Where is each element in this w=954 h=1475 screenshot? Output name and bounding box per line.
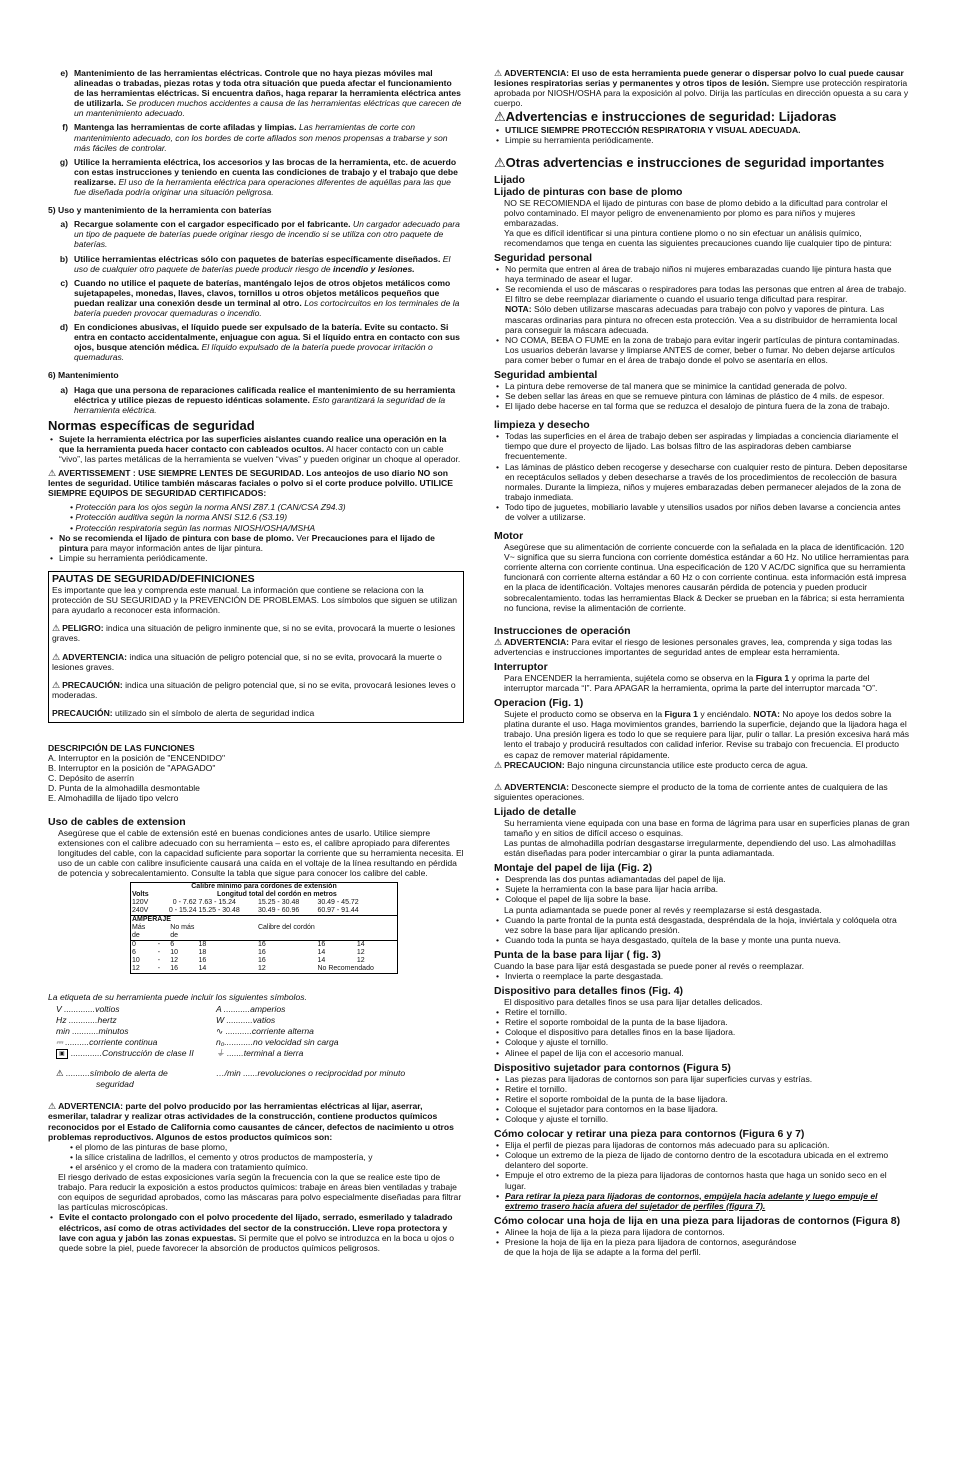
prot-2: • Protección auditiva según la norma ANSI S12.6 (S3.19) <box>70 512 288 523</box>
contour-piece-title: Cómo colocar y retirar una pieza para contornos (Figura 6 y 7) <box>494 1128 805 1141</box>
item-italic: Un cargador adecuado para un tipo de paquete de baterías puede originar riesgo de incendio si se utiliza con otro paquete de baterías. <box>74 219 460 250</box>
list-item: • Las láminas de plástico deben recogerse y desecharse con cualquier resto de pintura. Deben depositarse en receptáculos sellados y deben desecharse a través de los procedimientos de recolección de basura normales. Durante la limpieza, niños y mujeres embarazadas deben permanecer alejados de la zona de trabajo inmediata. <box>494 462 910 502</box>
item-bold: Utilice la herramienta eléctrica, los accesorios y las brocas de la herramienta, etc. de acuerdo con estas instrucciones y teniendo en cuenta las condiciones de trabajo y el trabajo que debe realizarse. <box>74 156 458 187</box>
item-label: e) <box>60 68 68 78</box>
title-text: Advertencias e instrucciones de seguridad: Lijadoras <box>505 109 837 125</box>
list-item: • Todo tipo de juguetes, mobiliario lavable y utensilios usados por niños deben lavarse a conciencia antes de volver a utilizarse. <box>494 502 910 522</box>
symbol-class2 <box>56 1048 216 1059</box>
bold-text: ADVERTENCIA: El uso de esta herramienta puede generar o dispersar polvo lo cual puede causar lesiones respiratorias serias y permanentes y otros tipos de lesión. <box>494 68 904 89</box>
lead-p1: NO SE RECOMIENDA el lijado de pinturas con base de plomo debido a la dificultad para controlar el polvo contaminado. El mayor peligro de envenenamiento por plomo es para niños y mujeres embarazadas. <box>504 197 888 228</box>
item-5b <box>48 254 464 274</box>
cell: 12 <box>132 965 140 972</box>
dc-line-icon: ⎓ <box>56 1037 66 1048</box>
cell: 30.49 - 45.72 <box>317 899 359 906</box>
item-g <box>48 157 464 197</box>
item-e <box>48 68 464 118</box>
sheet-cont: de que la hoja de lija se adapte a la forma del perfil. <box>504 1246 701 1257</box>
box-intro: Es importante que lea y comprenda este manual. La información que contiene se relaciona con la protección de SU SEGURIDAD y la PREVENCIÓN DE PROBLEMAS. Los símbolos que siguen se utilizan para ayudarlo a reconocer esta información. <box>52 585 458 616</box>
table-row <box>131 941 398 950</box>
bold-text: AVERTISSEMENT : USE SIEMPRE LENTES DE SEGURIDAD. Los anteojos de uso diario NO son lentes de seguridad. Utilice también máscaras faciales o polvo si el corte produce polvillo. UTILICE SIEMPRE EQUIPOS DE SEGURIDAD CERTIFICADOS: <box>48 468 453 499</box>
table-row <box>131 899 398 907</box>
item-5c <box>48 278 464 318</box>
def-precaucion <box>52 680 460 700</box>
item-bold: Haga que una persona de reparaciones calificada realice el mantenimiento de su herramienta eléctrica y utilice piezas de repuesto idénticas solamente. <box>74 384 456 405</box>
dust-risk: El riesgo derivado de estas exposiciones varía según la frecuencia con la que se realice este tipo de trabajo. Para reducir la exposición a estos productos químicos: trabaje en áreas bien ventiladas y trabaje con equipos de seguridad aprobados, como las máscaras para polvo especialmente diseñadas para filtrar las partículas microscópicas. <box>58 1172 462 1213</box>
desc-item: E. Almohadilla de lijado tipo velcro <box>48 793 179 804</box>
lijado-title: Lijado <box>494 173 525 186</box>
mount-title: Montaje del papel de lija (Fig. 2) <box>494 862 653 875</box>
cell: Calibre del cordón <box>257 924 315 931</box>
text: el arsénico y el cromo de la madera con tratamiento químico. <box>75 1161 309 1172</box>
motor-title: Motor <box>494 530 524 543</box>
list-item <box>48 533 464 553</box>
sheet-list <box>494 1227 910 1247</box>
dust-avoid-list <box>48 1212 464 1252</box>
bold-text: NOTA: <box>505 304 532 315</box>
volts-label: Volts <box>132 891 149 898</box>
list-item: • Empuje el otro extremo de la pieza para lijadoras de contornos hasta que haga un sonido seco en el lugar. <box>494 1170 910 1190</box>
cell: de <box>170 932 179 939</box>
cell: 12 <box>257 965 266 972</box>
symbol-alert <box>56 1068 216 1078</box>
fine-detail-list <box>494 1007 910 1057</box>
list-item: • Coloque el sujetador para contornos en la base lijadora. <box>494 1104 910 1114</box>
desc-item: A. Interruptor en la posición de "ENCENDIDO" <box>48 753 226 764</box>
text: Desconecte siempre el producto de la toma de corriente antes de cualquiera de las siguientes operaciones. <box>494 781 888 802</box>
text: y oprima la parte del interruptor marcada “I”. Para APAGAR la herramienta, oprima la parte del interruptor marcada “O”. <box>504 672 878 694</box>
list-item: • Retire el soporte romboidal de la punta de la base lijadora. <box>494 1094 910 1104</box>
operacion-text <box>494 709 910 759</box>
symbol-no-load: n₀............no velocidad sin carga <box>216 1037 339 1048</box>
bold-text: PELIGRO: <box>62 623 104 634</box>
warning-triangle-icon: ⚠ <box>52 679 61 690</box>
desc-item: B. Interruptor en la posición de "APAGADO" <box>48 763 216 774</box>
sanders-title <box>494 110 910 124</box>
bold-text: NOTA: <box>753 709 780 720</box>
other-warnings-title <box>494 156 910 170</box>
list-item <box>48 1212 464 1252</box>
cell: 0 - 7.62 <box>172 899 197 906</box>
text: Sujete el producto como se observa en la <box>504 709 663 720</box>
warning-triangle-icon: ⚠ <box>52 623 61 634</box>
switch-text <box>494 673 910 693</box>
list-item: • Elija el perfil de piezas para lijadoras de contornos más adecuado para su aplicación. <box>494 1140 910 1150</box>
text: el plomo de las pinturas de base plomo, <box>75 1141 228 1152</box>
motor-text: Asegúrese que su alimentación de corriente concuerde con la señalada en la placa de identificación. 120 V~ significa que su sierra funciona con corriente doméstica estándar a 60 Hz. No utilice herramientas para corriente alterna con corriente continua. Una especificación de 120 V AC/DC significa que su herramienta funcionará con corriente alterna estándar a 60 Hz o con corriente continua. esta información está impresa en la placa de identificación. Voltajes menores causarán pérdida de potencia y pueden producir sobrecalentamiento. todas las herramientas Black & Decker se prueban en la fábrica; si esta herramienta no funciona, revise la alimentación de corriente. <box>504 542 909 613</box>
def-advertencia <box>52 652 460 672</box>
warning-triangle-icon: ⚠ <box>52 651 61 662</box>
symbol-text: .......terminal a tierra <box>226 1048 304 1059</box>
fine-detail-title: Dispositivo para detalles finos (Fig. 4) <box>494 985 684 998</box>
item-bold: Mantenimiento de las herramientas eléctricas. Controle que no haya piezas móviles mal alineadas o trabadas, piezas rotas y toda otra situación que pueda afectar el funcionamiento de las herramientas eléctricas. Si encuentra daños, haga reparar la herramienta eléctrica antes de utilizarla. <box>74 68 461 109</box>
list-item: • Presione la hoja de lija en la pieza para lijadora de contornos, asegurándose <box>494 1237 910 1247</box>
lead-paint-title: Lijado de pinturas con base de plomo <box>494 185 683 198</box>
section-5-title: 5) Uso y mantenimiento de la herramienta con baterías <box>48 205 272 216</box>
text: Para ENCENDER la herramienta, sujétela como se observa en la <box>504 672 754 683</box>
bold-text: PRECAUCION: <box>504 759 565 770</box>
item-bold-italic: incendio y lesiones. <box>332 263 415 274</box>
text: Si permite que el polvo se introduzca en la boca u ojos o quede sobre la piel, puede favorecer la absorción de productos químicos peligrosos. <box>59 1232 455 1253</box>
table-row <box>131 949 398 957</box>
text: Ver <box>296 532 310 543</box>
text: Sólo deben utilizarse mascaras adecuadas para trabajo con polvo y vapores de pintura. Las mascaras ordinarias para pintura no ofrecen esta protección. Vea a su distribuidor de herramienta local para conseguir la máscara adecuada. <box>505 304 898 335</box>
cell: 16 <box>257 941 266 948</box>
cell: 14 <box>356 941 365 948</box>
text: indica una situación de peligro inminente que, si no se evita, provocará la muerte o lesiones graves. <box>52 623 456 644</box>
safety-definitions-box <box>48 571 464 723</box>
mount-note: La punta adiamantada se puede poner al revés y reemplazarse si está desgastada. <box>504 904 822 915</box>
section-6-title: 6) Mantenimiento <box>48 370 119 381</box>
cell: 30.49 - 60.96 <box>257 907 300 914</box>
list-item: • NO COMA, BEBA O FUME en la zona de trabajo para evitar ingerir partículas de pintura contaminadas. Los usuarios deberán lavarse y limpiarse ANTES de comer, beber o fumar. No deben dejarse artículos para comer beber o fumar en el área de trabajo donde el polvo se asentaría en ellos. <box>494 335 910 365</box>
text: para mayor información antes de lijar pintura. <box>90 542 263 553</box>
item-label: g) <box>59 156 68 167</box>
item-5a <box>48 219 464 249</box>
symbol-alert-cont: seguridad <box>96 1079 134 1090</box>
bold-text: No se recomienda el lijado de pintura con base de plomo. <box>59 532 294 543</box>
warning-triangle-icon: ⚠ <box>494 781 503 792</box>
cell: 240V <box>132 907 149 914</box>
item-label: d) <box>59 322 68 333</box>
cell: 18 <box>198 949 207 956</box>
class-ii-icon: ▣ <box>56 1049 68 1059</box>
list-item: • Todas las superficies en el área de trabajo deben ser aspiradas y limpiadas a conciencia diariamente el tiempo que dure el proyecto de lijado. Las bolsas filtro de las aspiradoras deben cambiarse frecuentemente. <box>494 431 910 461</box>
item-italic: El uso de cualquier otro paquete de baterías puede producir riesgo de <box>74 253 451 274</box>
length-label: Longitud total del cordón en metros <box>216 891 337 898</box>
desc-item: D. Punta de la almohadilla desmontable <box>48 783 200 794</box>
cell: - <box>157 949 161 956</box>
cell: 18 <box>198 941 207 948</box>
list-item: • Cuando toda la punta se haya desgastado, quítela de la base y monte una punta nueva. <box>494 935 910 945</box>
def-precaucion-nosym <box>52 708 460 718</box>
cell: 16 <box>257 957 266 964</box>
operation-warning <box>494 637 910 657</box>
item-italic: El líquido expulsado de la batería puede provocar irritación o quemaduras. <box>74 342 433 363</box>
mount-list <box>494 874 910 904</box>
cable-gauge-table <box>130 882 398 974</box>
cell: - <box>157 941 161 948</box>
cell: 12 <box>356 957 365 964</box>
switch-title: Interruptor <box>494 660 548 673</box>
list-item: • El lijado debe hacerse en tal forma que se reduzca el desalojo de pintura fuera de la zona de trabajo. <box>494 401 910 411</box>
cell: 120V <box>132 899 149 906</box>
item-label: a) <box>60 384 68 395</box>
cell: 6 <box>170 941 175 948</box>
item-italic: Los cortocircuitos en los terminales de la batería pueden provocar quemaduras o incendio. <box>74 297 460 318</box>
warning-triangle-icon: ⚠ <box>48 1101 57 1112</box>
cell: Más <box>132 924 146 931</box>
item-label: b) <box>59 253 68 264</box>
cell: 16 <box>317 941 326 948</box>
cell: 7.63 - 15.24 <box>198 899 236 906</box>
cell: 15.25 - 30.48 <box>257 899 300 906</box>
normas-title: Normas específicas de seguridad <box>48 417 255 433</box>
table-head: Calibre mínimo para cordones de extensión <box>191 883 337 890</box>
symbol-minutes: min ...........minutos <box>56 1026 129 1037</box>
item-f <box>48 122 464 152</box>
symbol-hertz: Hz ............hertz <box>56 1015 117 1026</box>
list-item: • Coloque el dispositivo para detalles finos en la base lijadora. <box>494 1027 910 1037</box>
desc-title: DESCRIPCIÓN DE LAS FUNCIONES <box>48 742 195 753</box>
list-item: • Limpie su herramienta periódicamente. <box>494 135 910 145</box>
box-title: PAUTAS DE SEGURIDAD/DEFINICIONES <box>52 572 255 585</box>
dust-respiratory-warning <box>494 68 910 108</box>
symbol-volts: V .............voltios <box>56 1004 120 1015</box>
symbol-rpm: …/min ......revoluciones o reciprocidad por minuto <box>216 1068 406 1079</box>
list-item: • Coloque el papel de lija sobre la base. <box>494 894 910 904</box>
bold-text: Figura 1 <box>755 672 790 683</box>
warning-triangle-icon: ⚠ <box>48 468 57 479</box>
list-item: • Alinee el papel de lija con el accesorio manual. <box>494 1048 910 1058</box>
personal-safety-list <box>494 264 910 365</box>
item-italic: Las herramientas de corte con mantenimiento adecuado, con los bordes de corte afilados son menos propensas a trabarse y son más fáciles de controlar. <box>74 122 448 153</box>
amp-label: AMPERAJE <box>132 916 171 923</box>
warning-triangle-icon: ⚠ <box>494 636 503 647</box>
symbol-text: .............Construcción de clase II <box>71 1048 194 1059</box>
list-item: • UTILICE SIEMPRE PROTECCIÓN RESPIRATORIA Y VISUAL ADECUADA. <box>494 125 910 135</box>
ac-wave-icon: ∿ <box>216 1026 226 1037</box>
list-item: • la sílice cristalina de ladrillos, el cemento y otros productos de mampostería, y <box>70 1151 373 1162</box>
list-item: • Para retirar la pieza para lijadoras de contornos, empújela hacia adelante y luego empuje el extremo trasero hacia afuera del sujetador de perfiles (figura 7). <box>494 1191 910 1211</box>
bold-text: Figura 1 <box>664 709 698 720</box>
cell: - <box>157 965 161 972</box>
cell: No Recomendado <box>317 965 374 972</box>
ground-terminal-icon: ⏚ <box>216 1048 227 1059</box>
tip-title: Punta de la base para lijar ( fig. 3) <box>494 948 661 961</box>
bold-text: PRECAUCIÓN: <box>62 679 123 690</box>
list-item: • el arsénico y el cromo de la madera con tratamiento químico. <box>70 1161 309 1172</box>
symbol-watts: W ...........vatios <box>216 1015 276 1026</box>
bold-text: ADVERTENCIA: parte del polvo producido por las herramientas eléctricas al lijar, aserrar, esmerilar, taladrar y realizar otras actividades de la construcción, contiene productos químicos reconocidos por el Estado de California como causantes de cáncer, defectos de nacimiento u otros problemas reproductivos. Algunos de estos productos químicos son: <box>48 1101 454 1142</box>
table-row <box>131 907 398 916</box>
list-item: • La pintura debe removerse de tal manera que se minimice la cantidad generada de polvo. <box>494 381 910 391</box>
cell: 0 <box>132 941 136 948</box>
detail-p2: Las puntas de almohadilla podrían desgastarse irregularmente, dependiendo del uso. Las almohadillas están diseñadas para poder intercambiar o girar la punta adiamantada. <box>504 838 896 859</box>
cell: 6 <box>132 949 136 956</box>
normas-list <box>48 434 464 464</box>
cell: 16 <box>170 965 179 972</box>
list-item: • Coloque un extremo de la pieza de lijado de contorno dentro de la escotadura ubicada en el extremo delantero del soporte. <box>494 1150 910 1170</box>
list-item: • Las piezas para lijadoras de contornos son para lijar superficies curvas y estrías. <box>494 1074 910 1084</box>
text: Al hacer contacto con un cable “vivo”, las partes metálicas de la herramienta se vuelven “vivas” y pueden originar un choque al operador. <box>59 443 461 464</box>
list-item: • Retire el tornillo. <box>494 1084 910 1094</box>
list-item <box>48 434 464 464</box>
cell: 16 <box>257 949 266 956</box>
sanders-list <box>494 125 910 145</box>
detail-p1: Su herramienta viene equipada con una base en forma de lágrima para usar en superficies planas de gran tamaño y en sitios de difícil acceso o esquinas. <box>504 817 910 838</box>
text: indica una situación de peligro potencial que, si no se evita, provocará lesiones leves o moderadas. <box>52 679 456 700</box>
warning-triangle-icon: ⚠ <box>56 1068 64 1079</box>
env-safety-list <box>494 381 910 411</box>
symbol-ground <box>216 1048 456 1059</box>
cell: 16 <box>198 957 207 964</box>
list-item: • el plomo de las pinturas de base plomo, <box>70 1141 228 1152</box>
detail-title: Lijado de detalle <box>494 805 577 818</box>
contour-holder-title: Dispositivo sujetador para contornos (Figura 5) <box>494 1061 731 1074</box>
list-item: • No permita que entren al área de trabajo niños ni mujeres embarazadas cuando lije pintura hasta que haya terminado de asear el lugar. <box>494 264 910 284</box>
cables-text: Asegúrese que el cable de extensión esté en buenas condiciones antes de usarlo. Utilice siempre extensiones con el calibre adecuado con su herramienta – esto es, el calibre apropiado para diferentes longitudes del cable, con la capacidad suficiente para soportar la corriente que su herramienta necesita. El uso de un cable con calibre insuficiente causará una caída en el voltaje de la línea resultando en pérdida de potencia y sobrecalentamiento. Consulte la tabla que sigue para conocer los calibre del cable. <box>58 827 464 878</box>
item-label: a) <box>60 219 68 230</box>
item-bold: Mantenga las herramientas de corte afiladas y limpias. <box>74 122 297 133</box>
symbol-dc <box>56 1037 216 1047</box>
item-italic: El uso de la herramienta eléctrica para operaciones diferentes de aquéllas para las que fue diseñada podría originar una situación peligrosa. <box>74 176 451 198</box>
warning-triangle-icon: ⚠ <box>494 109 506 125</box>
cell: 0 - 15.24 <box>168 907 197 914</box>
list-item: • Retire el soporte romboidal de la punta de la base lijadora. <box>494 1017 910 1027</box>
cleanup-list <box>494 431 910 522</box>
list-item: • Coloque y ajuste el tornillo. <box>494 1114 910 1124</box>
list-item: • Retire el tornillo. <box>494 1007 910 1017</box>
cell: 12 <box>356 949 365 956</box>
tip-text: Cuando la base para lijar está desgastada se puede poner al revés o reemplazar. <box>494 960 805 971</box>
prot-3: • Protección respiratoria según las normas NIOSH/OSHA/MSHA <box>70 522 316 533</box>
text: Siempre use protección respiratoria aprobada por NIOSH/OSHA para la exposición al polvo. Dirija las partículas en dirección opuesta a su cara y cuerpo. <box>494 78 909 109</box>
cell: - <box>157 957 161 964</box>
text: Para evitar el riesgo de lesiones personales graves, lea, comprenda y siga todas las advertencias e instrucciones importantes de seguridad antes de emplear esta herramienta. <box>494 636 892 657</box>
text: No apoye los dedos sobre la platina durante el uso. Haga movimientos grandes, barriendo la superficie, dejando que la lijadora haga el trabajo. Una presión ligera es todo lo que se requiere para lijar, pulir o tallar. La presión excesiva hará más lento el trabajo y producirá resultados con calidad inferior. Revise su trabajo con frecuencia. El producto es capaz de remover material rápidamente. <box>504 709 910 760</box>
cell: 10 <box>132 957 140 964</box>
item-bold: En condiciones abusivas, el líquido puede ser expulsado de la batería. Evite su contacto. Si entra en contacto accidentalmente, enjuague con agua. Si el líquido entra en contacto con sus ojos, busque atención médica. <box>74 322 460 353</box>
table-row <box>131 957 398 965</box>
bold-text: ADVERTENCIA: <box>504 781 570 792</box>
bold-text: Sujete la herramienta eléctrica por las superficies aislantes cuando realice una operación en la que la herramienta pueda hacer contacto con cableados ocultos. <box>59 433 447 454</box>
bold-text: ADVERTENCIA: <box>504 636 570 647</box>
tip-list <box>494 971 910 981</box>
bold-text: ADVERTENCIA: <box>62 651 128 662</box>
dust-list <box>48 1142 464 1172</box>
text: Bajo ninguna circunstancia utilice este producto cerca de agua. <box>567 759 808 770</box>
symbols-intro: La etiqueta de su herramienta puede incluir los siguientes símbolos. <box>48 992 307 1002</box>
symbol-amps: A ...........amperios <box>216 1004 286 1015</box>
fine-detail-text: El dispositivo para detalles finos se usa para lijar detalles delicados. <box>504 997 763 1008</box>
cell: 60.97 - 91.44 <box>317 907 359 914</box>
left-column <box>48 68 464 1253</box>
bold-text: Precauciones para el lijado de pintura <box>59 532 435 553</box>
cell: 15.25 - 30.48 <box>198 907 240 914</box>
list-item: • Se deben sellar las áreas en que se remueve pintura con láminas de plástico de 4 mils. de espesor. <box>494 391 910 401</box>
item-bold: Cuando no utilice el paquete de baterías, manténgalo lejos de otros objetos metálicos como sujetapapeles, monedas, llaves, clavos, tornillos u otros objetos metálicos pequeños que puedan realizar una conexión desde un terminal al otro. <box>74 277 451 308</box>
text: utilizado sin el símbolo de alerta de seguridad indica <box>115 707 315 718</box>
symbol-text: ...........corriente alterna <box>225 1026 314 1037</box>
cell: de <box>132 932 140 939</box>
text: y enciéndalo. <box>700 709 751 720</box>
contour-piece-list <box>494 1140 910 1211</box>
bold-text: Evite el contacto prolongado con el polvo procedente del lijado, serrado, esmerilado y taladrado eléctricos, así como de otras actividades del sector de la construcción. Lleve ropa protectora y lave con agua y jabón las zonas expuestas. <box>59 1212 453 1243</box>
list-item <box>494 284 910 334</box>
personal-safety-title: Seguridad personal <box>494 252 593 265</box>
contour-holder-list <box>494 1074 910 1124</box>
bold-text: PRECAUCIÓN: <box>52 707 113 718</box>
title-text: Otras advertencias e instrucciones de seguridad importantes <box>505 154 885 170</box>
cell: 12 <box>170 957 179 964</box>
list-item: • Cuando la parte frontal de la punta está desgastada, despréndala de la hoja, inviértala y colóquela otra vez sobre la base para lijar aplicando presión. <box>494 915 910 935</box>
item-italic: Esto garantizará la seguridad de la herramienta eléctrica. <box>74 394 446 415</box>
item-6a <box>48 385 464 415</box>
desc-item: C. Depósito de aserrín <box>48 773 134 784</box>
cell: 14 <box>317 957 326 964</box>
warning-triangle-icon: ⚠ <box>494 68 503 78</box>
list-item: • Coloque y ajuste el tornillo. <box>494 1037 910 1047</box>
sheet-title: Cómo colocar una hoja de lija en una pieza para lijadoras de contornos (Figura 8) <box>494 1214 901 1227</box>
operation-title: Instrucciones de operación <box>494 624 631 637</box>
right-column <box>494 68 910 1257</box>
warning-triangle-icon: ⚠ <box>494 759 503 770</box>
cell: 10 <box>170 949 179 956</box>
text: la sílice cristalina de ladrillos, el cemento y otros productos de mampostería, y <box>75 1151 373 1162</box>
def-peligro <box>52 623 460 643</box>
cell: 14 <box>317 949 326 956</box>
normas-list-2 <box>48 533 464 563</box>
desc-list <box>48 753 464 803</box>
prot-1: • Protección para los ojos según la norma ANSI Z87.1 (CAN/CSA Z94.3) <box>70 502 346 513</box>
text: Se recomienda el uso de máscaras o respiradores para todas las personas que entren al área de trabajo. El filtro se debe reemplazar diariamente o cuando el usuario tenga dificultad para respirar. <box>505 284 907 305</box>
symbol-text: ..........corriente continua <box>65 1037 158 1048</box>
item-italic: Se producen muchos accidentes a causa de las herramientas eléctricas que carecen de un mantenimiento adecuado. <box>74 98 462 119</box>
symbols-grid <box>56 1004 464 1089</box>
cables-title: Uso de cables de extension <box>48 815 186 828</box>
list-item: • Invierta o reemplace la parte desgastada. <box>494 971 910 981</box>
dust-warning <box>48 1101 464 1141</box>
table-row <box>131 965 398 974</box>
env-safety-title: Seguridad ambiental <box>494 368 598 381</box>
list-item: • Sujete la herramienta con la base para lijar hacia arriba. <box>494 884 910 894</box>
list-item: • Alinee la hoja de lija a la pieza para lijadora de contornos. <box>494 1227 910 1237</box>
warning-triangle-icon: ⚠ <box>494 154 506 170</box>
item-label: c) <box>60 277 68 288</box>
item-5d <box>48 322 464 362</box>
cell: 14 <box>198 965 207 972</box>
symbol-text: ..........símbolo de alerta de <box>63 1068 168 1079</box>
list-item: • Limpie su herramienta periódicamente. <box>48 553 464 563</box>
avertissement <box>48 468 464 498</box>
symbol-ac <box>216 1026 456 1036</box>
item-bold: Recargue solamente con el cargador especificado por el fabricante. <box>74 219 351 230</box>
cleanup-title: limpieza y desecho <box>494 419 590 432</box>
mount-list-2 <box>494 915 910 945</box>
list-item: • Desprenda las dos puntas adiamantadas del papel de lija. <box>494 874 910 884</box>
text: indica una situación de peligro potencial que, si no se evita, provocará la muerte o lesiones graves. <box>52 651 442 672</box>
lead-p2: Ya que es difícil identificar si una pintura contiene plomo o no sin efectuar un análisis químico, recomendamos que tenga en cuenta las siguientes precauciones cuando lije cualquier tipo de pintura: <box>504 227 892 248</box>
operacion-title: Operacion (Fig. 1) <box>494 697 584 710</box>
item-label: f) <box>62 122 68 133</box>
cell: No más <box>170 924 195 931</box>
item-bold: Utilice herramientas eléctricas sólo con paquetes de baterías específicamente diseñados. <box>74 253 441 264</box>
water-caution <box>494 760 910 770</box>
disconnect-warning <box>494 782 910 802</box>
